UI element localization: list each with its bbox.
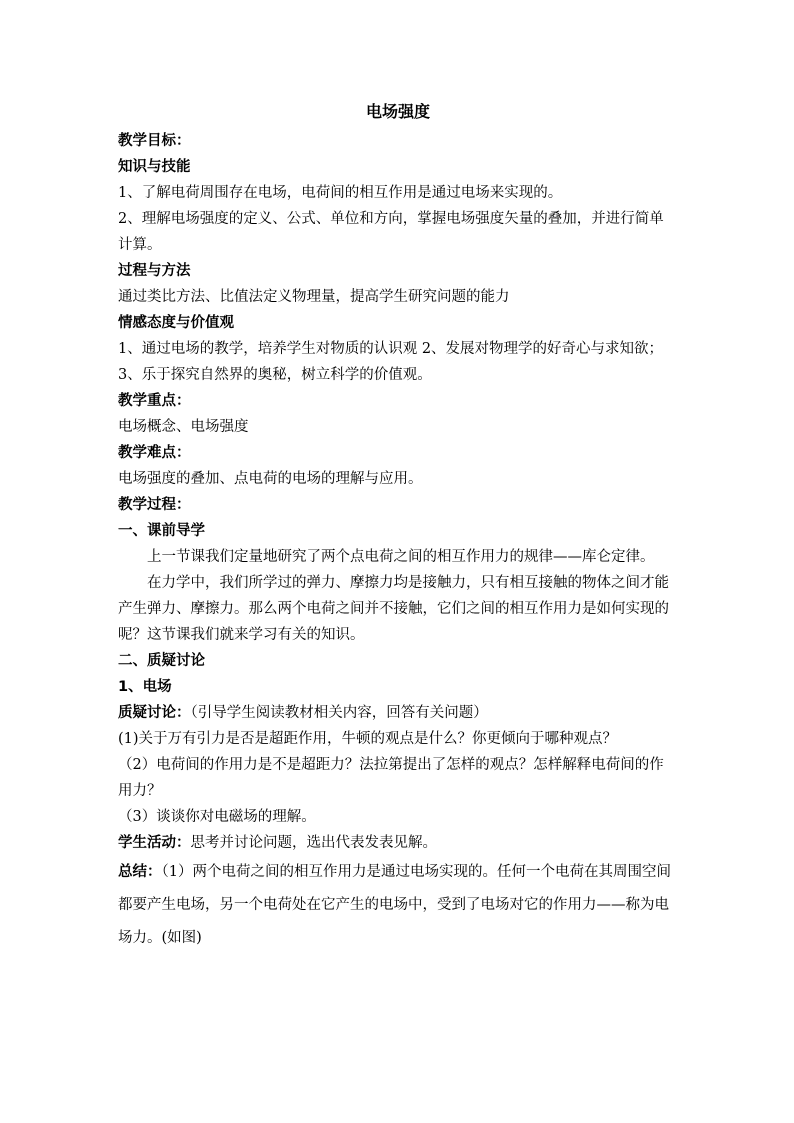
student-activity-label: 学生活动： [118, 835, 191, 851]
summary-paragraph [118, 856, 678, 955]
section-1-paragraph-1: 上一节课我们定量地研究了两个点电荷之间的相互作用力的规律——库仑定律。 [147, 549, 655, 565]
document-page [118, 98, 678, 955]
difficult-points-heading: 教学难点： [118, 445, 191, 461]
summary-text: （1）两个电荷之间的相互作用力是通过电场实现的。任何一个电荷在其周围空间都要产生电场，另一个电荷处在它产生的电场中，受到了电场对它的作用力——称为电场力。(如图) [118, 864, 671, 946]
section-2-heading: 二、质疑讨论 [118, 653, 205, 669]
question-2: （2）电荷间的作用力是不是超距力？法拉第提出了怎样的观点？怎样解释电荷间的作用力？ [118, 757, 664, 799]
objectives-heading: 教学目标： [118, 133, 191, 149]
emotion-text: 1、通过电场的教学，培养学生对物质的认识观 2、发展对物理学的好奇心与求知欲；3、乐于探究自然界的奥秘，树立科学的价值观。 [118, 341, 664, 383]
section-1-paragraph-2: 在力学中，我们所学过的弹力、摩擦力均是接触力，只有相互接触的物体之间才能产生弹力、摩擦力。那么两个电荷之间并不接触，它们之间的相互作用力是如何实现的呢？这节课我们就来学习有关的知识。 [118, 575, 669, 643]
question-3: （3）谈谈你对电磁场的理解。 [118, 809, 316, 825]
summary-label: 总结： [118, 864, 162, 880]
section-1-heading: 一、课前导学 [118, 523, 205, 539]
subsection-electric-field-heading: 1、电场 [118, 679, 172, 695]
knowledge-heading: 知识与技能 [118, 159, 191, 175]
difficult-points-text: 电场强度的叠加、点电荷的电场的理解与应用。 [118, 471, 423, 487]
student-activity-text: 思考并讨论问题，选出代表发表见解。 [190, 835, 437, 851]
key-points-heading: 教学重点： [118, 393, 191, 409]
discussion-label: 质疑讨论： [118, 705, 191, 721]
teaching-process-heading: 教学过程： [118, 497, 191, 513]
discussion-text: （引导学生阅读教材相关内容，回答有关问题） [190, 705, 488, 721]
key-points-text: 电场概念、电场强度 [118, 419, 249, 435]
knowledge-item-1: 1、了解电荷周围存在电场，电荷间的相互作用是通过电场来实现的。 [118, 185, 563, 201]
discussion-paragraph [118, 700, 678, 726]
question-1: (1)关于万有引力是否是超距作用，牛顿的观点是什么？你更倾向于哪种观点？ [118, 731, 618, 747]
student-activity-paragraph [118, 830, 678, 856]
process-heading: 过程与方法 [118, 263, 191, 279]
process-text: 通过类比方法、比值法定义物理量，提高学生研究问题的能力 [118, 289, 510, 305]
knowledge-item-2: 2、理解电场强度的定义、公式、单位和方向，掌握电场强度矢量的叠加，并进行简单计算。 [118, 211, 664, 253]
emotion-heading: 情感态度与价值观 [118, 315, 234, 331]
page-title: 电场强度 [365, 102, 430, 121]
